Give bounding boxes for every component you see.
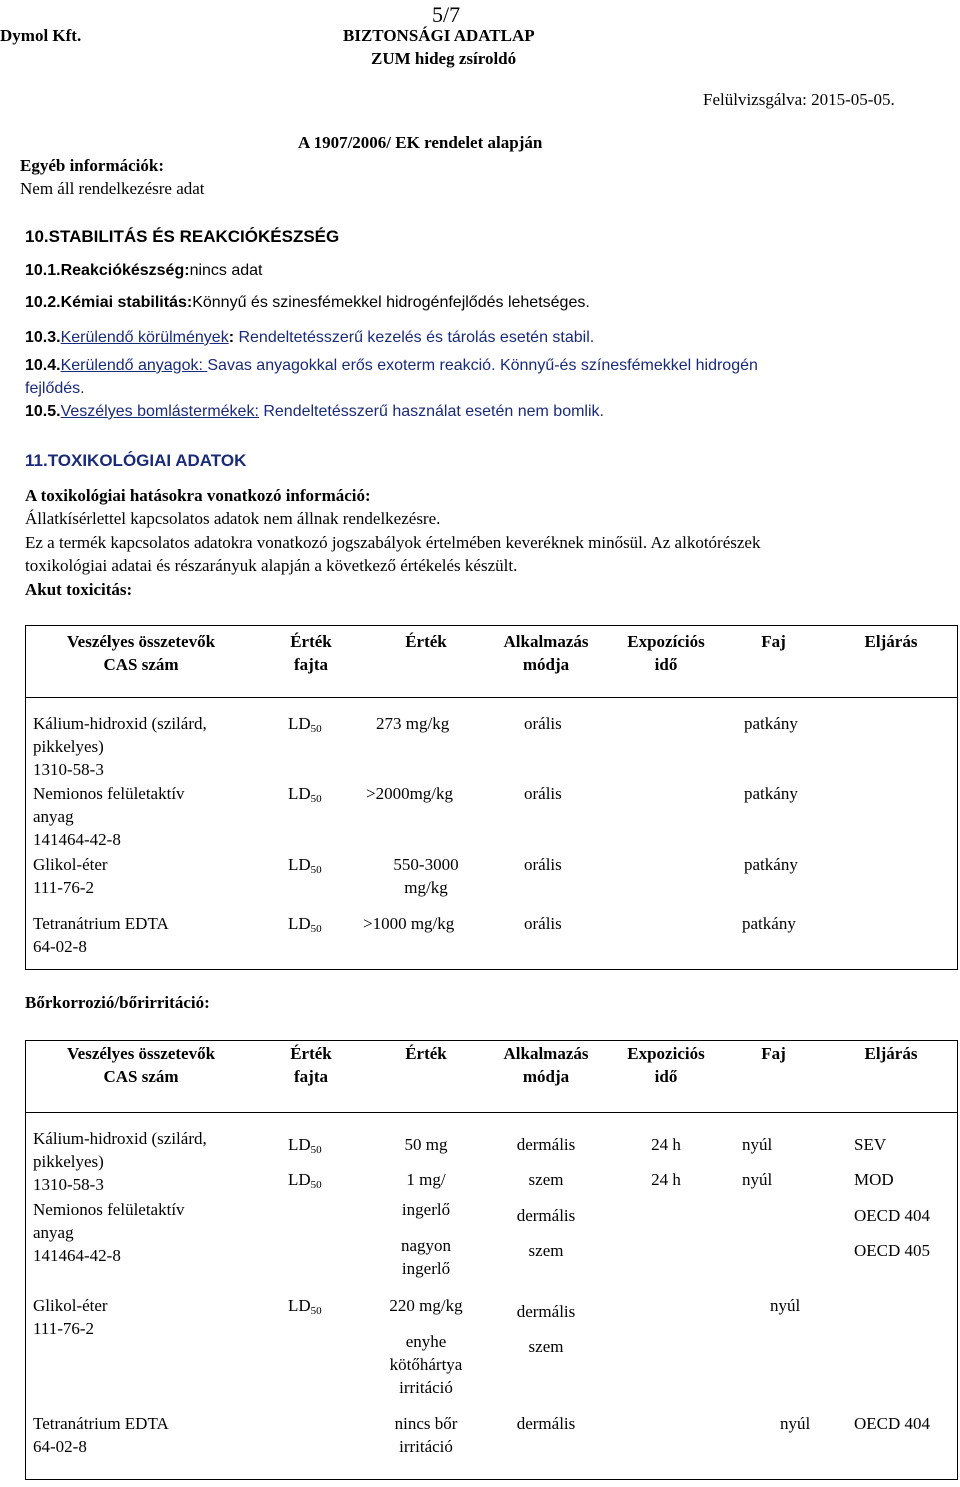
route: dermális szem [516,1302,576,1356]
section-10-4 [25,357,758,375]
value: nincs bőr irritáció [394,1414,458,1456]
section-10-5 [25,403,604,421]
species: nyúl nyúl [742,1135,773,1189]
table-row: Kálium-hidroxid (szilárd, pikkelyes) 1310-58-3 [33,1129,207,1194]
regulation-reference: A 1907/2006/ EK rendelet alapján [298,133,543,152]
col-header-exposure: Expoziciós idő [627,1044,705,1086]
s10-4-label: Kerülendő anyagok: [60,357,208,374]
acute-toxicity-table [25,625,958,970]
value: >2000mg/kg [366,784,454,803]
col-header-route: Alkalmazás módja [503,632,589,674]
method: SEV MOD [854,1135,894,1189]
s10-3-number: 10.3. [25,329,61,346]
s10-5-text: Rendeltetésszerű használat esetén nem bomlik. [258,403,604,420]
species: patkány [744,714,798,733]
value: 550-3000 mg/kg [393,855,459,897]
col-header-species: Faj [761,1044,786,1063]
species: patkány [742,914,796,933]
table-row: Kálium-hidroxid (szilárd, pikkelyes) 1310-58-3 [33,714,207,779]
col-header-species: Faj [761,632,786,651]
s10-2-label: Kémiai stabilitás: [60,294,193,311]
s10-1-text: nincs adat [189,262,263,279]
route: orális [524,855,562,874]
section-10-1 [25,262,263,280]
table-row: Glikol-éter 111-76-2 [33,1296,108,1338]
route: orális [524,784,562,803]
revision-date: Felülvizsgálva: 2015-05-05. [703,90,895,109]
s10-4-text: Savas anyagokkal erős exoterm reakció. Könnyű-és színesfémekkel hidrogén [207,357,758,374]
section-10-4-continued: fejlődés. [25,380,85,397]
section-11-line-3: toxikológiai adatai és részarányuk alapján a következő értékelés készült. [25,556,518,575]
species: patkány [744,855,798,874]
method: OECD 404 [854,1414,931,1433]
col-header-value-type: Érték fajta [290,632,332,674]
route: orális [524,714,562,733]
value-type: $LD_{50}$ [288,784,322,805]
col-header-value: Érték [405,1044,447,1063]
value-type: $LD_{50}$ [288,914,322,935]
table-header-divider [26,697,957,698]
section-10-2 [25,294,590,312]
s10-5-label: Veszélyes bomlástermékek: [60,403,259,420]
skin-corrosion-title: Bőrkorrozió/bőrirritáció: [25,993,210,1012]
acute-toxicity-title: Akut toxicitás: [25,580,133,599]
s10-3-text: Rendeltetésszerű kezelés és tárolás esetén stabil. [234,329,595,346]
value-type: $LD_{50}$ [288,714,322,735]
other-info-text: Nem áll rendelkezésre adat [20,179,205,198]
section-10-title: 10.STABILITÁS ÉS REAKCIÓKÉSZSÉG [25,227,340,246]
section-10-3 [25,329,594,347]
product-name: ZUM hideg zsíroldó [371,49,517,68]
route: orális [524,914,562,933]
value-type: $LD_{50}$ $LD_{50}$ [288,1135,322,1191]
col-header-method: Eljárás [864,632,918,651]
s10-1-label: Reakciókészség: [60,262,190,279]
s10-5-number: 10.5. [25,403,61,420]
s10-1-number: 10.1. [25,262,61,279]
value: >1000 mg/kg [363,914,455,933]
table-row: Tetranátrium EDTA 64-02-8 [33,914,169,956]
s10-2-text: Könnyű és szinesfémekkel hidrogénfejlődés lehetséges. [192,294,590,311]
method: OECD 404 OECD 405 [854,1206,931,1260]
route: dermális szem [516,1206,576,1260]
section-11-subtitle: A toxikológiai hatásokra vonatkozó információ: [25,486,371,505]
table-row: Glikol-éter 111-76-2 [33,855,108,897]
s10-3-colon: : [228,329,235,346]
section-11-title: 11.TOXIKOLÓGIAI ADATOK [25,451,247,470]
table-header-divider [26,1112,957,1113]
value-type: $LD_{50}$ [288,1296,322,1317]
col-header-exposure: Expozíciós idő [627,632,705,674]
species: patkány [744,784,798,803]
value: 220 mg/kg enyhe kötőhártya irritáció [389,1296,463,1397]
document-title: BIZTONSÁGI ADATLAP [343,26,535,45]
col-header-method: Eljárás [864,1044,918,1063]
col-header-value-type: Érték fajta [290,1044,332,1086]
table-row: Tetranátrium EDTA 64-02-8 [33,1414,169,1456]
section-11-line-1: Állatkísérlettel kapcsolatos adatok nem állnak rendelkezésre. [25,509,441,528]
other-info-title: Egyéb információk: [20,156,165,175]
route: dermális szem [516,1135,576,1189]
col-header-route: Alkalmazás módja [503,1044,589,1086]
value-type: $LD_{50}$ [288,855,322,876]
section-11-line-2: Ez a termék kapcsolatos adatokra vonatkozó jogszabályok értelmében keveréknek minősül. Az alkotórészek [25,533,761,552]
route: dermális [516,1414,576,1433]
s10-4-number: 10.4. [25,357,61,374]
col-header-component: Veszélyes összetevők CAS szám [66,632,216,674]
company-name: Dymol Kft. [0,26,82,45]
table-row: Nemionos felületaktív anyag 141464-42-8 [33,1200,185,1265]
value: ingerlő nagyon ingerlő [400,1200,452,1278]
species: nyúl [770,1296,801,1315]
page-number: 5/7 [432,2,461,27]
col-header-value: Érték [405,632,447,651]
species: nyúl [780,1414,811,1433]
col-header-component: Veszélyes összetevők CAS szám [66,1044,216,1086]
s10-3-label: Kerülendő körülmények [60,329,229,346]
value: 273 mg/kg [376,714,450,733]
value: 50 mg 1 mg/ [404,1135,448,1189]
s10-2-number: 10.2. [25,294,61,311]
exposure: 24 h 24 h [651,1135,681,1189]
table-row: Nemionos felületaktív anyag 141464-42-8 [33,784,185,849]
skin-irritation-table [25,1040,958,1480]
